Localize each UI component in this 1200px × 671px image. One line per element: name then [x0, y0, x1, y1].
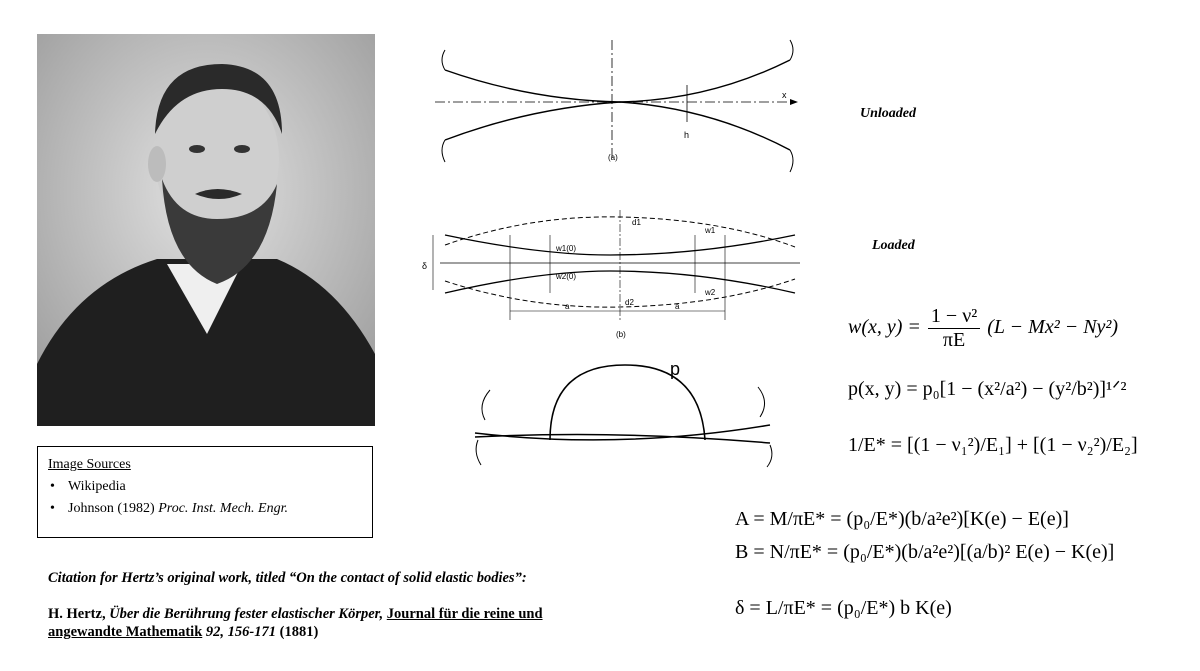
diagram-c-p: p [670, 359, 681, 379]
diagram-b-delta: δ [422, 261, 428, 271]
citation-title: Über die Berührung fester elastischer Körper, [109, 606, 387, 622]
source-johnson-journal: Proc. Inst. Mech. Engr. [158, 501, 288, 516]
equation-B: B = N/πE* = (p₀/E*)(b/a²e²)[(a/b)² E(e) − K(e)] [735, 541, 1115, 563]
diagram-b-caption: (b) [616, 330, 626, 339]
citation-year: (1881) [275, 624, 319, 640]
citation-intro: Citation for Hertz’s original work, titled “On the contact of solid elastic bodies”: [48, 570, 527, 586]
source-item-wikipedia: • Wikipedia [62, 479, 362, 495]
diagram-b-d2: d2 [625, 298, 634, 307]
diagram-loaded [420, 205, 820, 345]
diagram-a-caption: (a) [608, 153, 618, 162]
source-johnson-text: Johnson (1982) [68, 501, 159, 516]
diagram-b-w20: w2(0) [556, 272, 577, 281]
diagram-pressure [470, 355, 790, 470]
citation-journal: Journal für die reine und angewandte Mathematik [48, 606, 543, 640]
diagram-b-w1: w1 [705, 226, 716, 235]
source-item-johnson [62, 501, 362, 517]
label-unloaded: Unloaded [860, 106, 916, 121]
citation-volume: 92, 156-171 [202, 624, 276, 640]
portrait-image [37, 34, 375, 426]
equation-p: p(x, y) = p₀[1 − (x²/a²) − (y²/b²)]¹ᐟ² [848, 378, 1127, 400]
citation-author: H. Hertz, [48, 606, 110, 622]
image-sources-list [48, 479, 362, 517]
equation-w [848, 305, 1118, 352]
eq-w-num: 1 − ν² [928, 305, 980, 329]
eq-w-den: πE [942, 329, 966, 351]
diagram-b-w2: w2 [705, 288, 716, 297]
diagram-a-h-label: h [684, 130, 690, 140]
image-sources-heading: Image Sources [48, 457, 131, 472]
diagram-b-a-left: a [565, 302, 570, 311]
label-loaded: Loaded [872, 238, 915, 253]
equation-estar: 1/E* = [(1 − ν₁²)/E₁] + [(1 − ν₂²)/E₂] [848, 434, 1138, 456]
diagram-b-w10: w1(0) [556, 244, 577, 253]
eq-w-lhs: w(x, y) = [848, 316, 921, 339]
diagram-b-d1: d1 [632, 218, 641, 227]
diagram-unloaded [430, 30, 810, 180]
eq-w-rhs: (L − Mx² − Ny²) [987, 316, 1119, 339]
eq-w-fraction [928, 305, 980, 352]
diagram-a-x-label: x [782, 90, 787, 100]
image-sources-box [37, 446, 373, 538]
equation-delta: δ = L/πE* = (p₀/E*) b K(e) [735, 597, 952, 619]
equation-A: A = M/πE* = (p₀/E*)(b/a²e²)[K(e) − E(e)] [735, 508, 1069, 530]
diagram-b-a-right: a [675, 302, 680, 311]
citation-reference [48, 605, 608, 641]
hertz-portrait [37, 34, 375, 426]
